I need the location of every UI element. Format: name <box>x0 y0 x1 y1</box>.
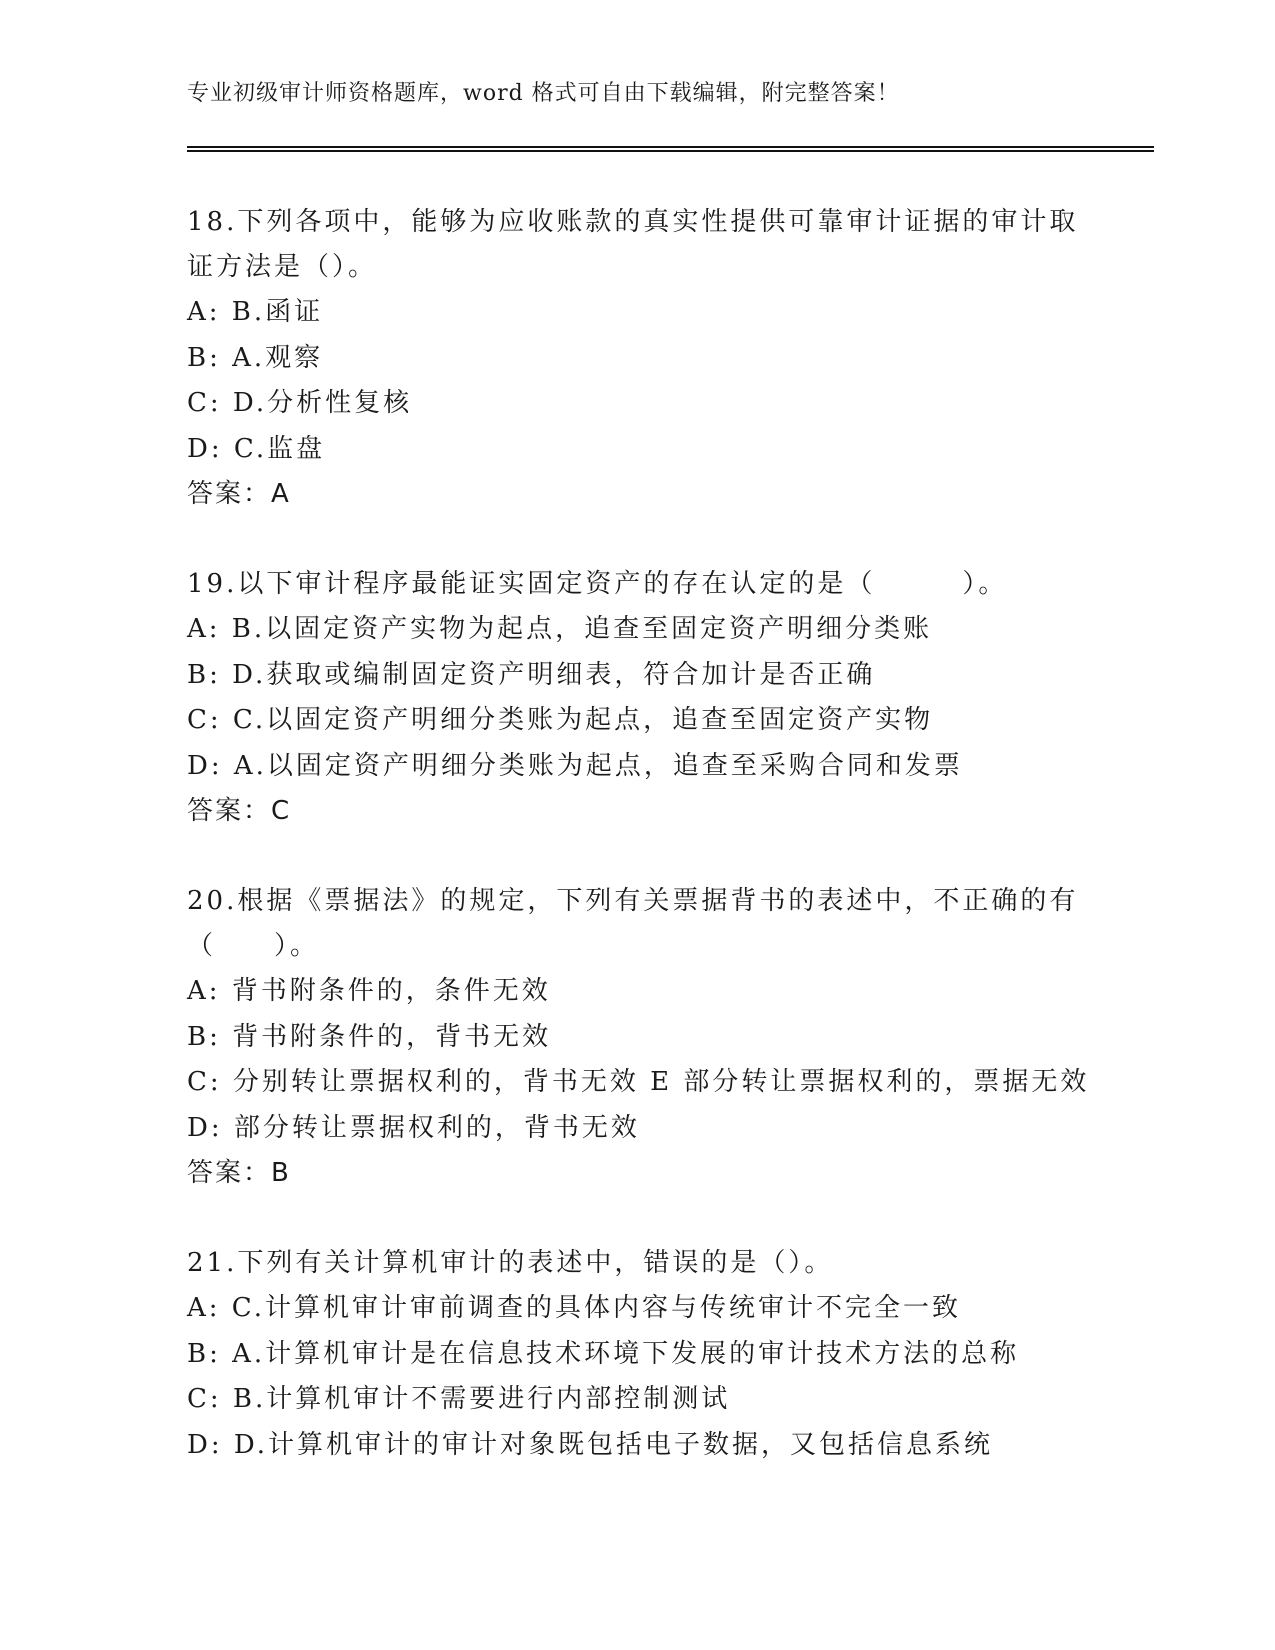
header-divider-secondary <box>187 150 1154 152</box>
option-c: C: 分别转让票据权利的，背书无效 E 部分转让票据权利的，票据无效 <box>187 1067 1090 1097</box>
option-a: A: B.以固定资产实物为起点，追查至固定资产明细分类账 <box>187 614 933 644</box>
option-b: B: D.获取或编制固定资产明细表，符合加计是否正确 <box>187 659 876 690</box>
option-a: A: C.计算机审计审前调查的具体内容与传统审计不完全一致 <box>187 1293 962 1323</box>
question-stem: 21.下列有关计算机审计的表述中，错误的是（）。 <box>187 1248 834 1278</box>
answer-line: 答案：C <box>187 796 292 826</box>
question-19 <box>187 562 1087 834</box>
option-d: D: C.监盘 <box>187 433 326 464</box>
question-18 <box>187 200 1087 517</box>
option-a: A: B.函证 <box>187 297 324 327</box>
question-stem: 18.下列各项中，能够为应收账款的真实性提供可靠审计证据的审计取证方法是（）。 <box>187 207 1079 282</box>
option-b: B: A.观察 <box>187 342 324 373</box>
option-b: B: A.计算机审计是在信息技术环境下发展的审计技术方法的总称 <box>187 1338 1020 1369</box>
question-list <box>187 200 1090 1513</box>
question-stem: 20.根据《票据法》的规定，下列有关票据背书的表述中，不正确的有（ ）。 <box>187 886 1079 961</box>
answer-line: 答案：B <box>187 1158 291 1188</box>
option-c: C: D.分析性复核 <box>187 388 413 418</box>
answer-line: 答案：A <box>187 479 291 509</box>
question-20 <box>187 879 1090 1196</box>
question-21 <box>187 1241 1087 1468</box>
option-d: D: A.以固定资产明细分类账为起点，追查至采购合同和发票 <box>187 750 963 781</box>
page-header: 专业初级审计师资格题库，word 格式可自由下载编辑，附完整答案！ <box>187 81 900 106</box>
option-c: C: B.计算机审计不需要进行内部控制测试 <box>187 1384 731 1414</box>
option-d: D: 部分转让票据权利的，背书无效 <box>187 1112 640 1143</box>
option-a: A: 背书附条件的，条件无效 <box>187 976 551 1006</box>
option-b: B: 背书附条件的，背书无效 <box>187 1021 552 1052</box>
header-divider <box>187 146 1154 148</box>
option-d: D: D.计算机审计的审计对象既包括电子数据，又包括信息系统 <box>187 1429 994 1460</box>
question-stem: 19.以下审计程序最能证实固定资产的存在认定的是（ ）。 <box>187 569 1008 599</box>
option-c: C: C.以固定资产明细分类账为起点，追查至固定资产实物 <box>187 705 934 735</box>
